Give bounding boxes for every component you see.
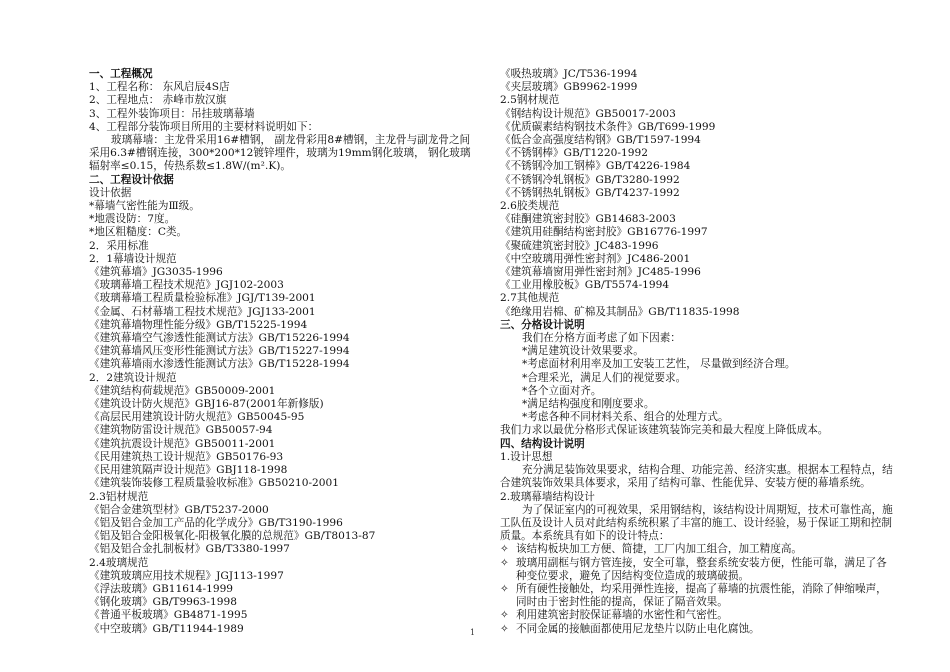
standard-item: 《钢化玻璃》GB/T9963-1998 [89,596,237,609]
grid-factor-line: *合理采光，满足人们的视觉要求。 [522,371,687,384]
feature-text: 利用建筑密封胶保证幕墙的水密性和气密性。 [516,609,728,622]
standard-item: 《不锈钢热轧钢板》GB/T4237-1992 [500,186,680,199]
feature-bullet [500,623,895,636]
standard-item: 《玻璃幕墙工程技术规范》JGJ102-2003 [89,279,284,292]
feature-bullet [500,583,895,609]
standard-item: 《民用建筑隔声设计规范》GBJ118-1998 [89,464,288,477]
standard-item: 《建筑抗震设计规范》GB50011-2001 [89,437,276,450]
standard-item: 《不锈钢冷加工钢棒》GB/T4226-1984 [500,160,691,173]
section-2-title: 二、工程设计依据 [89,173,174,186]
grid-summary: 我们力求以最优分格形式保证该建筑装饰完美和最大程度上降低成本。 [500,424,829,437]
section-2-line: 2．采用标准 [89,239,149,252]
grid-factor-line: *满足建筑设计效果要求。 [522,345,644,358]
standard-item: 《建筑设计防火规范》GBJ16-87(2001年新修版) [89,398,324,411]
page-number: 1 [470,628,476,637]
standard-item: 《绝缘用岩棉、矿棉及其制品》GB/T11835-1998 [500,305,740,318]
standard-item: 《建筑幕墙窗用弹性密封剂》JC485-1996 [500,266,701,279]
standard-item: 《高层民用建筑设计防火规范》GB50045-95 [89,411,305,424]
standard-item: 《浮法玻璃》GB11614-1999 [89,582,234,595]
standard-item: 《优质碳素结构钢技术条件》GB/T699-1999 [500,120,716,133]
standard-item: 《建筑幕墙物理性能分级》GB/T15225-1994 [89,318,308,331]
standard-item: 《建筑幕墙》JG3035-1996 [89,266,223,279]
standard-item: 《建筑装饰装修工程质量验收标准》GB50210-2001 [89,477,339,490]
standard-item: 《建筑幕墙风压变形性能测试方法》GB/T15227-1994 [89,345,350,358]
standard-item: 《普通平板玻璃》GB4871-1995 [89,609,248,622]
standard-item: 《吸热玻璃》JC/T536-1994 [500,68,638,80]
grid-factor-line: *满足结构强度和刚度要求。 [522,398,655,411]
subsection-heading: 2.4玻璃规范 [89,556,149,569]
feature-bullet [500,543,895,556]
subsection-heading: 2.3铝材规范 [89,490,149,503]
subsection-heading: 2.6胶类规范 [500,200,560,213]
diamond-bullet-icon: ✧ [500,622,509,635]
section-3-title: 三、分格设计说明 [500,318,585,331]
section-1-line: 3、工程外装饰项目：吊挂玻璃幕墙 [89,107,255,120]
section-2-line: 设计依据 [89,186,132,199]
section-1-line: 1、工程名称： 东风启辰4S店 [89,81,230,94]
standard-item: 《建筑用硅酮结构密封胶》GB16776-1997 [500,226,708,239]
standard-item: 《建筑玻璃应用技术规程》JGJ113-1997 [89,569,284,582]
diamond-bullet-icon: ✧ [500,543,509,556]
materials-paragraph: 玻璃幕墙：主龙骨采用16#槽钢， 副龙骨彩用8#槽钢，主龙骨与副龙骨之间采用6.3#槽钢连接，300*200*12镀锌埋件，玻璃为19mm钢化玻璃， 钢化玻璃辐射率≤0.15，传热系数≤1.8W/(m²․K)。 [89,134,471,173]
standard-item: 《建筑结构荷载规范》GB50009-2001 [89,384,276,397]
standard-item: 《中空玻璃》GB/T11944-1989 [89,622,244,635]
diamond-bullet-icon: ✧ [500,582,509,595]
standard-item: 《建筑幕墙雨水渗透性能测试方法》GB/T15228-1994 [89,358,350,371]
feature-text: 玻璃用副框与钢方管连接，安全可靠，整套系统安装方便，性能可靠，满足了各种变位要求，避免了因结构变位造成的玻璃破损。 [516,556,887,582]
standard-item: 《不锈钢冷轧钢板》GB/T3280-1992 [500,173,680,186]
diamond-bullet-icon: ✧ [500,609,509,622]
feature-text: 不同金属的接触面都使用尼龙垫片以防止电化腐蚀。 [516,622,760,635]
standard-item: 《中空玻璃用弹性密封剂》JC486-2001 [500,252,691,265]
section-1-title: 一、工程概况 [89,68,153,80]
section-2-line: *地区粗糙度：C类。 [89,226,188,239]
feature-bullet [500,557,895,583]
section-1-line: 2、工程地点： 赤峰市敖汉旗 [89,94,227,107]
right-column [500,68,895,636]
standard-item: 《铝及铝合金阳极氧化-阳极氧化膜的总规范》GB/T8013-87 [89,530,376,543]
section-2-line: *幕墙气密性能为Ⅲ级。 [89,200,200,213]
section-2-line: *地震设防：7度。 [89,213,176,226]
section-2-line: 2．1幕墙设计规范 [89,252,177,265]
subsection-heading: 2.玻璃幕墙结构设计 [500,490,595,503]
standard-item: 《工业用橡胶板》GB/T5574-1994 [500,279,670,292]
section-4-title: 四、结构设计说明 [500,437,585,450]
grid-factor-line: *考虑各种不同材料关系、组合的处理方式。 [522,411,729,424]
subsection-heading: 2．2建筑设计规范 [89,371,177,384]
glass-curtain-wall-paragraph: 为了保证室内的可视效果，采用钢结构，该结构设计周期短，技术可靠性高，施工队伍及设计人员对此结构系统积累了丰富的施工、设计经验，易于保证工期和控制质量。本系统具有如下的设计特点： [500,503,893,543]
grid-factor-line: *各个立面对齐。 [522,384,602,397]
standard-item: 《玻璃幕墙工程质量检验标准》JGJ/T139-2001 [89,292,316,305]
standard-item: 《不锈钢棒》GB/T1220-1992 [500,147,648,160]
subsection-heading: 1.设计思想 [500,450,553,463]
feature-bullet [500,609,895,622]
feature-text: 该结构板块加工方便、简捷，工厂内加工组合，加工精度高。 [516,543,803,556]
standard-item: 《聚硫建筑密封胶》JC483-1996 [500,239,659,252]
standard-item: 《建筑幕墙空气渗透性能测试方法》GB/T15226-1994 [89,332,350,345]
grid-factor-line: *考虑面材利用率及加工安装工艺性， 尽量做到经济合理。 [522,358,796,371]
feature-text: 所有硬性接触处，均采用弹性连接，提高了幕墙的抗震性能，消除了伸缩噪声，同时由于密封性能的提高，保证了隔音效果。 [516,582,887,609]
standard-item: 《建筑物防雷设计规范》GB50057-94 [89,424,273,437]
standard-item: 《低合金高强度结构钢》GB/T1597-1994 [500,134,701,147]
left-column [89,68,479,636]
standard-item: 《铝合金建筑型材》GB/T5237-2000 [89,503,269,516]
diamond-bullet-icon: ✧ [500,556,509,569]
standard-item: 《硅酮建筑密封胶》GB14683-2003 [500,213,676,226]
standard-item: 《铝及铝合金加工产品的化学成分》GB/T3190-1996 [89,516,343,529]
subsection-heading: 2.5钢材规范 [500,94,560,107]
section-1-line: 4、工程部分装饰项目所用的主要材料说明如下： [89,120,319,133]
grid-factor-line: 我们在分格方面考虑了如下因素： [522,332,681,345]
design-idea-paragraph: 充分满足装饰效果要求，结构合理、功能完善、经济实惠。根据本工程特点，结合建筑装饰效果具体要求，采用了结构可靠、性能优异、安装方便的幕墙系统。 [500,464,893,490]
standard-item: 《铝及铝合金扎制板材》GB/T3380-1997 [89,543,290,556]
standard-item: 《夹层玻璃》GB9962-1999 [500,81,638,94]
standard-item: 《钢结构设计规范》GB50017-2003 [500,107,676,120]
standard-item: 《金属、石材幕墙工程技术规范》JGJ133-2001 [89,305,316,318]
subsection-heading: 2.7其他规范 [500,292,560,305]
standard-item: 《民用建筑热工设计规范》GB50176-93 [89,450,284,463]
